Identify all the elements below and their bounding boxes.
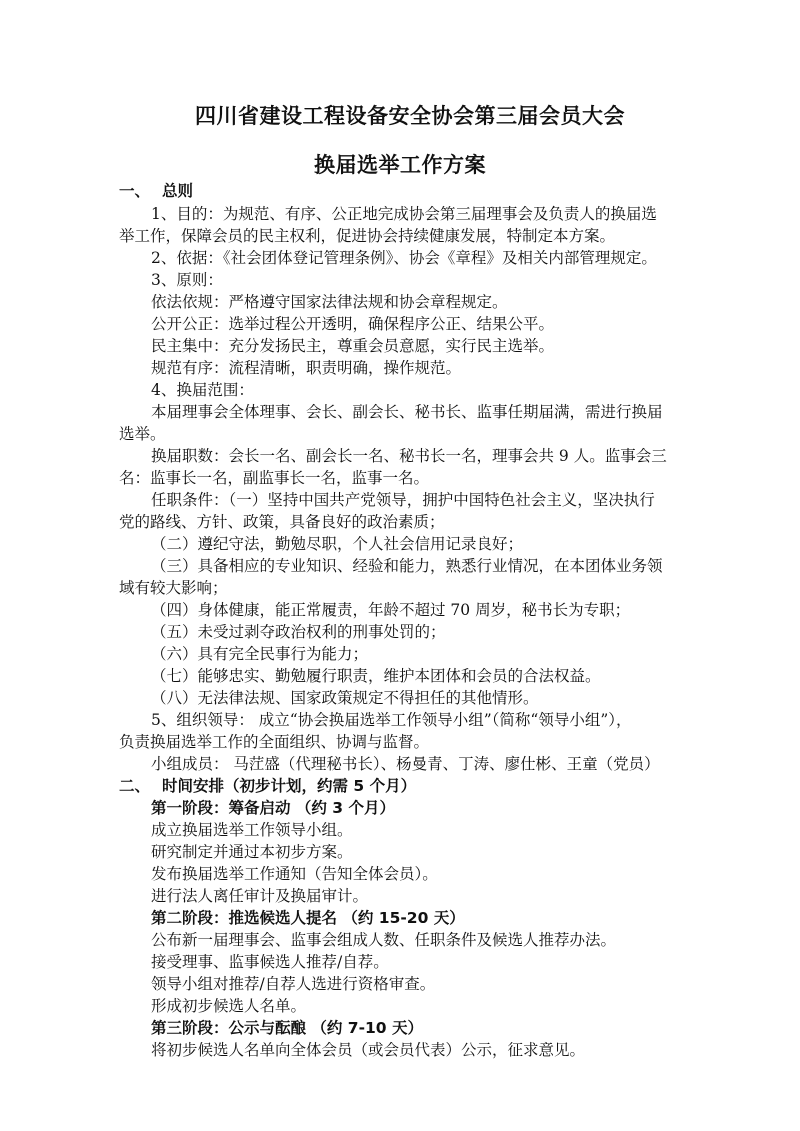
group-members: 小组成员： 马茳盛（代理秘书长）、杨曼青、丁涛、廖仕彬、王童（党员） bbox=[151, 755, 660, 773]
phase-1-item: 成立换届选举工作领导小组。 bbox=[151, 821, 353, 839]
qualification-3-cont: 域有较大影响； bbox=[119, 579, 228, 597]
positions-text-cont: 名：监事长一名，副监事长一名，监事一名。 bbox=[119, 469, 430, 487]
section-2-number: 二、 bbox=[119, 777, 151, 795]
para-leadership: 5、组织领导： 成立“协会换届选举工作领导小组”（简称“领导小组”）， bbox=[151, 711, 632, 729]
qualification-6: （六）具有完全民事行为能力； bbox=[151, 645, 369, 663]
phase-1-item: 研究制定并通过本初步方案。 bbox=[151, 843, 353, 861]
phase-1-item: 进行法人离任审计及换届审计。 bbox=[151, 887, 369, 905]
principle-fairness: 公开公正：选举过程公开透明，确保程序公正、结果公平。 bbox=[151, 315, 555, 333]
para-scope: 4、换届范围： bbox=[151, 381, 254, 399]
qualification-3: （三）具备相应的专业知识、经验和能力，熟悉行业情况，在本团体业务领 bbox=[151, 557, 663, 575]
positions-text: 换届职数：会长一名、副会长一名、秘书长一名，理事会共 9 人。监事会三 bbox=[151, 447, 667, 465]
qualification-2: （二）遵纪守法，勤勉尽职，个人社会信用记录良好； bbox=[151, 535, 524, 553]
section-2-title: 时间安排（初步计划，约需 5 个月） bbox=[162, 777, 417, 795]
scope-text-cont: 选举。 bbox=[119, 425, 166, 443]
phase-2-item: 领导小组对推荐/自荐人选进行资格审查。 bbox=[151, 975, 436, 993]
phase-2-item: 接受理事、监事候选人推荐/自荐。 bbox=[151, 953, 389, 971]
qualification-4: （四）身体健康，能正常履责，年龄不超过 70 周岁，秘书长为专职； bbox=[151, 601, 631, 619]
section-1-title: 总则 bbox=[162, 182, 194, 200]
para-purpose: 1、目的：为规范、有序、公正地完成协会第三届理事会及负责人的换届选 bbox=[151, 205, 657, 223]
para-principles: 3、原则： bbox=[151, 271, 223, 289]
phase-2-item: 公布新一届理事会、监事会组成人数、任职条件及候选人推荐办法。 bbox=[151, 931, 617, 949]
principle-democracy: 民主集中：充分发扬民主，尊重会员意愿，实行民主选举。 bbox=[151, 337, 555, 355]
phase-3-item: 将初步候选人名单向全体会员（或会员代表）公示，征求意见。 bbox=[151, 1041, 586, 1059]
phase-3-title: 第三阶段：公示与酝酿 （约 7-10 天） bbox=[151, 1019, 423, 1037]
para-leadership-cont: 负责换届选举工作的全面组织、协调与监督。 bbox=[119, 733, 430, 751]
qualification-1: 任职条件：（一）坚持中国共产党领导，拥护中国特色社会主义，坚决执行 bbox=[151, 491, 655, 509]
principle-law: 依法依规：严格遵守国家法律法规和协会章程规定。 bbox=[151, 293, 508, 311]
section-1-number: 一、 bbox=[119, 182, 151, 200]
phase-1-title: 第一阶段：筹备启动 （约 3 个月） bbox=[151, 799, 395, 817]
phase-1-item: 发布换届选举工作通知（告知全体会员）。 bbox=[151, 865, 438, 883]
phase-2-title: 第二阶段：推选候选人提名 （约 15-20 天） bbox=[151, 909, 465, 927]
phase-2-item: 形成初步候选人名单。 bbox=[151, 997, 307, 1015]
qualification-1-cont: 党的路线、方针、政策，具备良好的政治素质； bbox=[119, 513, 445, 531]
document-title-line2: 换届选举工作方案 bbox=[314, 153, 486, 177]
para-purpose-cont: 举工作，保障会员的民主权利，促进协会持续健康发展，特制定本方案。 bbox=[119, 227, 616, 245]
principle-order: 规范有序：流程清晰，职责明确，操作规范。 bbox=[151, 359, 462, 377]
scope-text: 本届理事会全体理事、会长、副会长、秘书长、监事任期届满，需进行换届 bbox=[151, 403, 663, 421]
qualification-7: （七）能够忠实、勤勉履行职责，维护本团体和会员的合法权益。 bbox=[151, 667, 601, 685]
document-title-line1: 四川省建设工程设备安全协会第三届会员大会 bbox=[195, 104, 625, 128]
qualification-8: （八）无法律法规、国家政策规定不得担任的其他情形。 bbox=[151, 689, 539, 707]
para-basis: 2、依据：《社会团体登记管理条例》、协会《章程》及相关内部管理规定。 bbox=[151, 249, 657, 267]
qualification-5: （五）未受过剥夺政治权利的刑事处罚的； bbox=[151, 623, 446, 641]
